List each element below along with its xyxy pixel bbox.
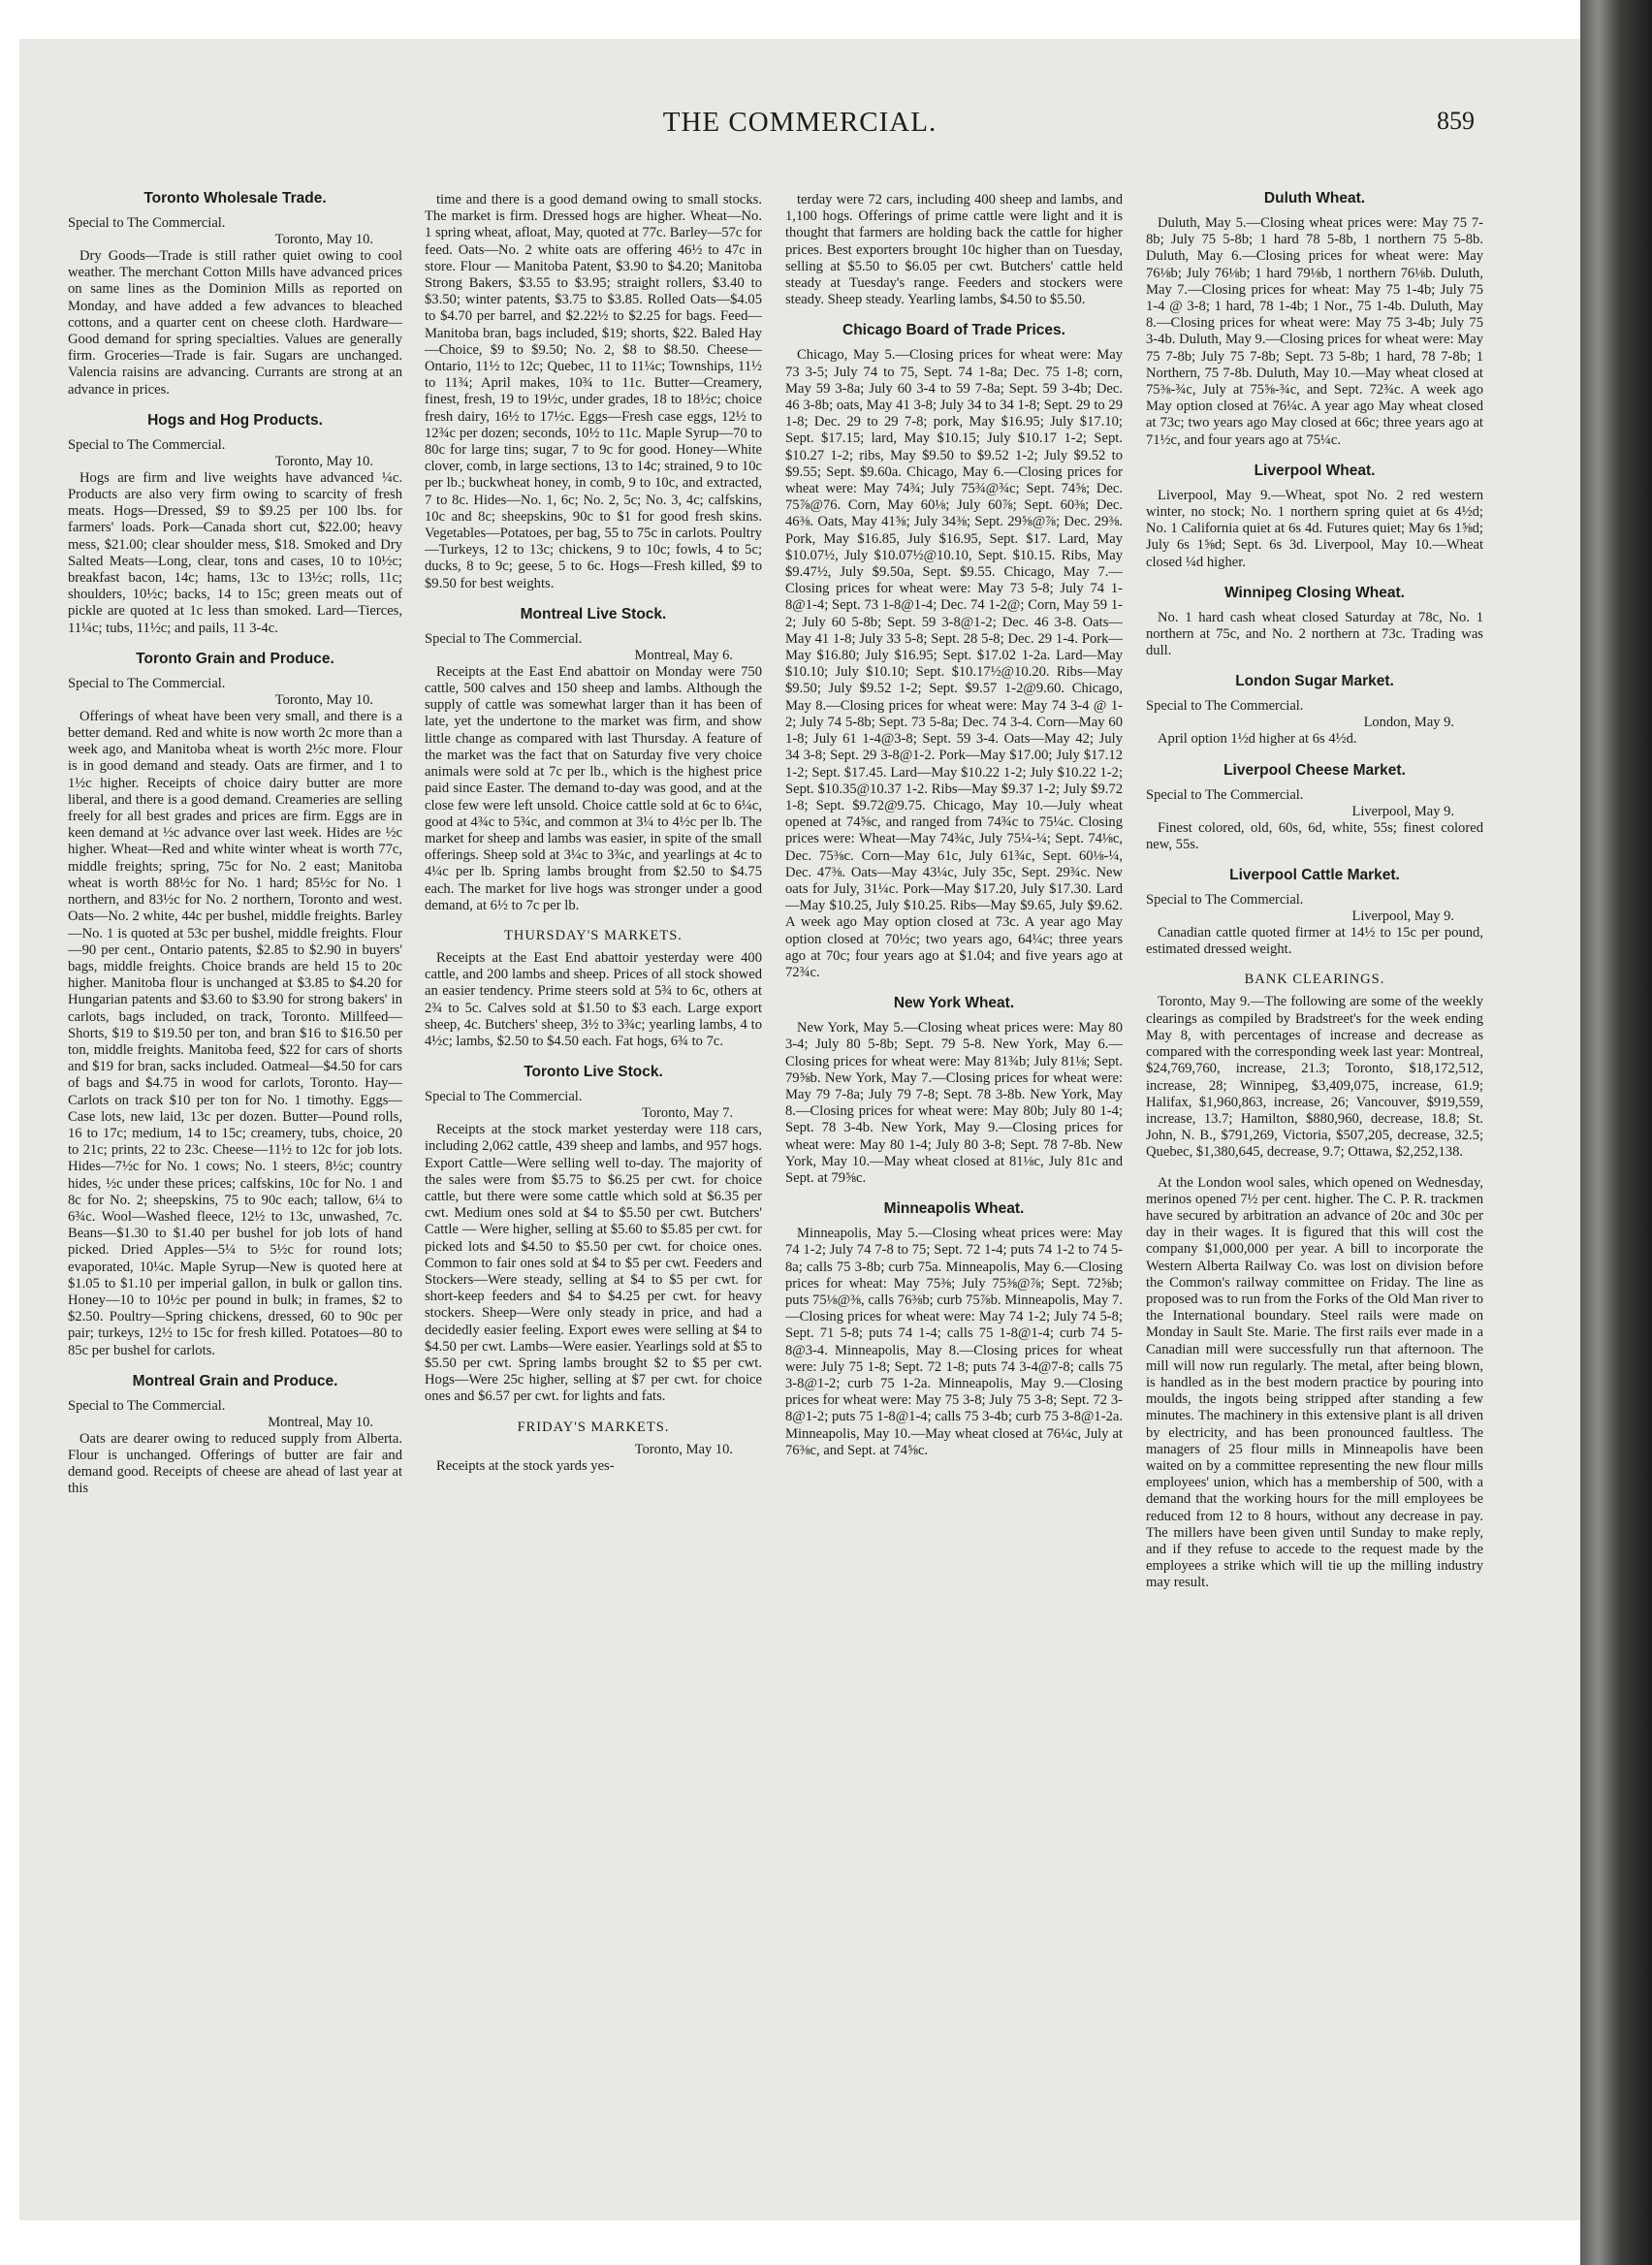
article-title: New York Wheat. — [893, 995, 1015, 1012]
article-body: Offerings of wheat have been very small, and there is a better demand. Red and white is now worth 2c more than a week ago, and Manitoba wheat is worth 2½c more. Flour is in good demand and steady. Oats are firmer, and 1 to 1½c higher. Receipts of choice dairy butter are more liberal, and there is a good demand. Creameries are selling freely for all best grades and prices are firm. Eggs are in keen demand at ½c advance over last week. Hides are ½c higher. Wheat—Red and white winter wheat is worth 77c, middle freights; spring, 75c for No. 2 east; Manitoba wheat is worth 88½c for No. 1 hard; 85½c for No. 1 northern, and 83½c for No. 2 northern, Toronto and west. Oats—No. 2 white, 44c per bushel, middle freights. Barley—No. 1 is quoted at 53c per bushel, middle freights. Flour—90 per cent., Ontario patents, $2.85 to $2.90 in buyers' bags, middle freights. Choice brands are held 15 to 20c higher. Manitoba flour is unchanged at $3.85 to $4.20 for Hungarian patents and $3.60 to $3.90 for strong bakers' in carlots, bags included, on track, Toronto. Millfeed—Shorts, $19 to $19.50 per ton, and bran $16 to $16.50 per ton, middle freights. Manitoba feed, $22 for cars of shorts and $19 for bran, sacks included. Oatmeal—$4.50 for cars of bags and $4.75 in wood for carlots, Toronto. Hay—Carlots on track $10 per ton for No. 1 timothy. Eggs—Case lots, new laid, 13c per dozen. Butter—Pound rolls, 16 to 17c; medium, 14 to 15c; creamery, tubs, choice, 20 to 21c; prints, 22 to 23c. Cheese—11½ to 12c for job lots. Hides—7½c for No. 1 cows; No. 1 steers, 8½c; country hides, ½c under these prices; calfskins, 10c for No. 1 and 8c for No. 2; sheepskins, 75 to 90c each; tallow, 6¼ to 6¾c. Wool—Washed fleece, 12½ to 13c, unwashed, 7c. Beans—$1.30 to $1.40 per bushel for job lots of hand picked. Dried Apples—5¼ to 5½c for round lots; evaporated, 10¼c. Maple Syrup—New is quoted here at $1.05 to $1.10 per imperial gallon, in bulk or gallon tins. Honey—10 to 10½c per pound in bulk; in frames, $2 to $2.50. Poultry—Spring chickens, dressed, 60 to 90c per pair; turkeys, 12½ to 15c for fresh killed. Potatoes—80 to 85c per bushel for carlots. — [68, 708, 402, 1358]
article — [1146, 190, 1483, 449]
article-byline: Special to The Commercial. — [1146, 698, 1304, 715]
scan-top-margin — [0, 0, 1652, 39]
article-dateline: Montreal, May 6. — [634, 647, 733, 663]
article-body: Oats are dearer owing to reduced supply from Alberta. Flour is unchanged. Offerings of butter are fair and demand good. Receipts of cheese are ahead of last year at this — [68, 1430, 402, 1497]
article-dateline: Toronto, May 7. — [641, 1105, 733, 1122]
article-body: Receipts at the stock yards yes- — [436, 1457, 615, 1474]
article — [785, 192, 1123, 308]
article-dateline: Toronto, May 10. — [274, 453, 373, 469]
article — [1146, 867, 1483, 958]
column-1 — [68, 184, 402, 1512]
article-byline: Special to The Commercial. — [1146, 892, 1304, 909]
article-dateline: Toronto, May 10. — [634, 1441, 733, 1457]
article-body: Minneapolis, May 5.—Closing wheat prices were: May 74 1-2; July 74 7-8 to 75; Sept. 72 1-4; puts 74 1-2 to 74 5-8a; calls 75 3-8b; curb 75a. Minneapolis, May 6.—Closing prices for wheat: May 75⅜; July 75⅜@⅞; Sept. 72⅝b; puts 75⅛@⅜, calls 76⅜b; curb 75⅞b. Minneapolis, May 7.—Closing prices for wheat were: May 74 1-2; July 74 5-8; Sept. 71 5-8; puts 74 1-4; calls 75 1-8@1-4; curb 74 5-8@3-4. Minneapolis, May 8.—Closing prices for wheat were: July 75 1-8; Sept. 72 1-8; puts 74 3-4@7-8; calls 75 3-8@1-2; curb 75 1-2a. Minneapolis, May 9.—Closing prices for wheat were: May 75 3-8; July 75 3-8; Sept. 72 3-8@1-2; puts 75 1-8@1-4; calls 75 3-4b; curb 75 3-8@1-2a. Minneapolis, May 10.—May wheat closed at 76¼c, July at 76⅜c, and Sept. at 74⅝c. — [785, 1226, 1123, 1458]
article-title: Winnipeg Closing Wheat. — [1224, 584, 1405, 601]
article-title: Liverpool Cheese Market. — [1223, 761, 1406, 779]
article — [68, 412, 402, 637]
article — [1146, 673, 1483, 748]
article-byline: Special to The Commercial. — [68, 215, 226, 231]
article-dateline: Toronto, May 10. — [274, 691, 373, 708]
article-title: Hogs and Hog Products. — [147, 411, 323, 429]
article — [1146, 463, 1483, 571]
article-title: Liverpool Wheat. — [1254, 462, 1376, 479]
article-title: Minneapolis Wheat. — [883, 1200, 1025, 1218]
article-dateline: London, May 9. — [1363, 715, 1454, 731]
article — [1146, 762, 1483, 853]
article-title: Montreal Grain and Produce. — [132, 1372, 338, 1389]
article — [425, 1064, 762, 1405]
article-title: Chicago Board of Trade Prices. — [842, 322, 1065, 339]
article-byline: Special to The Commercial. — [1146, 786, 1304, 803]
article-subhead: BANK CLEARINGS. — [1244, 972, 1385, 988]
article — [785, 995, 1123, 1187]
page-number: 859 — [1437, 107, 1475, 135]
article-byline: Special to The Commercial. — [425, 1089, 583, 1105]
article-title: Toronto Grain and Produce. — [136, 650, 334, 667]
article-dateline: Montreal, May 10. — [268, 1414, 373, 1430]
column-4 — [1146, 184, 1483, 1606]
article-body: Duluth, May 5.—Closing wheat prices were: May 75 7-8b; July 75 5-8b; 1 hard 78 5-8b, 1 northern 75 5-8b. Duluth, May 6.—Closing prices for wheat were: May 76⅛b; July 76⅛b; 1 hard 79⅛b, 1 northern 76⅛b. Duluth, May 7.—Closing prices for wheat: May 75 1-4b; July 75 1-4 @ 3-8; 1 hard, 78 1-4b; 1 Nor., 75 1-4b. Duluth, May 8.—Closing prices for wheat were: May 75 3-4b; July 75 3-4b. Duluth, May 9.—Closing prices for wheat were: May 75 7-8b; July 75 7-8b; Sept. 73 5-8b; 1 hard, 78 7-8b; 1 Northern, 75 7-8b. Duluth, May 10.—May wheat closed at 75⅜-¾c, July at 75⅝-¾c, and Sept. 72¾c. A week ago May option closed at 76¼c. A year ago May wheat closed at 73c; two years ago May closed at 66c; three years ago at 71½c, and four years ago at 75¼c. — [1146, 215, 1483, 448]
article-dateline: Toronto, May 10. — [274, 232, 373, 247]
page-header-title: THE COMMERCIAL. — [662, 107, 937, 138]
article — [425, 1420, 762, 1475]
article — [1146, 972, 1483, 1161]
article-body: terday were 72 cars, including 400 sheep and lambs, and 1,100 hogs. Offerings of prime cattle were light and it is thought that farmers are holding back the cattle for higher prices. Best exporters brought 10c higher than on Tuesday, selling at $5.50 to $6.05 per cwt. Butchers' cattle held steady at Tuesday's range. Feeders and stockers were steady. Sheep steady. Yearling lambs, $4.50 to $5.50. — [785, 192, 1123, 308]
article-byline: Special to The Commercial. — [68, 1397, 226, 1414]
newspaper-page — [19, 39, 1580, 2220]
article — [425, 928, 762, 1050]
article-body: Finest colored, old, 60s, 6d, white, 55s; finest colored new, 55s. — [1146, 819, 1483, 852]
article-body: Receipts at the stock market yesterday were 118 cars, including 2,062 cattle, 439 sheep and lambs, and 957 hogs. Export Cattle—Were selling well to-day. The majority of the sales were from $5.75 to $6.25 per cwt. for choice cattle, but there were some cattle which sold at $6.35 per cwt. Medium ones sold at $4 to $5.50 per cwt. Butchers' Cattle — Were higher, selling at $5.60 to $5.85 per cwt. for picked lots and $4.50 to $5.50 per cwt. for choice ones. Common to fair ones sold at $4 to $5 per cwt. Feeders and Stockers—Were steady, selling at $4 to $5 per cwt. for short-keep feeders and $4 to $4.25 per cwt. for heavy stockers. Sheep—Were only steady in price, and had a decidedly easier feeling. Export ewes were selling at $4 to $4.50 per cwt. Lambs—Were easier. Yearlings sold at $5 to $5.50 per cwt. Spring lambs brought $2 to $5 per cwt. Hogs—Were 25c higher, selling at $7 per cwt. for choice ones and $6.57 per cwt. for lights and fats. — [425, 1122, 762, 1405]
article — [68, 651, 402, 1359]
article-body: No. 1 hard cash wheat closed Saturday at 78c, No. 1 northern at 75c, and No. 2 northern at 73c. Trading was dull. — [1146, 609, 1483, 659]
article-body: New York, May 5.—Closing wheat prices were: May 80 3-4; July 80 5-8b; Sept. 79 5-8. New York, May 6.—Closing prices for wheat were: May 81¾b; July 81⅛; Sept. 79⅝b. New York, May 7.—Closing prices for wheat were: May 79 7-8a; July 79 7-8; Sept. 78 3-8b. New York, May 8.—Closing prices for wheat were: May 80b; July 80 1-4; Sept. 78 3-4b. New York, May 9.—Closing prices for wheat were: May 80 1-4; July 80 3-8; Sept. 78 7-8b. New York, May 10.—May wheat closed at 81⅛c, July 81c and Sept. at 79⅝c. — [785, 1020, 1123, 1186]
article-title: London Sugar Market. — [1235, 673, 1394, 690]
article — [1146, 585, 1483, 660]
article — [425, 192, 762, 592]
article-title: Montreal Live Stock. — [520, 605, 667, 622]
article-body: Hogs are firm and live weights have advanced ¼c. Products are also very firm owing to scarcity of fresh meats. Hogs—Dressed, $9 to $9.25 per 100 lbs. for farmers' loads. Pork—Canada short cut, $22.00; heavy mess, $21.00; clear shoulder mess, $18. Smoked and Dry Salted Meats—Long, clear, tons and cases, 10 to 10½c; breakfast bacon, 14c; hams, 13c to 13½c; rolls, 11c; shoulders, 10½c; backs, 14 to 15c; green meats out of pickle are quoted at 1c less than smoked. Lard—Tierces, 11¼c; tubs, 11½c; and pails, 11 3-4c. — [68, 469, 402, 636]
article — [785, 322, 1123, 981]
article-dateline: Liverpool, May 9. — [1351, 803, 1454, 819]
article — [425, 606, 762, 914]
column-3 — [785, 192, 1123, 1473]
article-title: Toronto Live Stock. — [524, 1064, 663, 1081]
article-body: Liverpool, May 9.—Wheat, spot No. 2 red western winter, no stock; No. 1 northern spring quiet at 6s 4½d; No. 1 California quiet at 6s 4d. Futures quiet; May 6s 1⅝d; July 6s 1⅝d; Sept. 6s 3d. Liverpool, May 10.—Wheat closed ¼d higher. — [1146, 487, 1483, 570]
article-title: Duluth Wheat. — [1263, 190, 1366, 207]
article-subhead: FRIDAY'S MARKETS. — [517, 1419, 670, 1435]
article — [785, 1200, 1123, 1459]
article-title: Liverpool Cattle Market. — [1229, 867, 1400, 884]
article-byline: Special to The Commercial. — [68, 675, 226, 691]
article-byline: Special to The Commercial. — [425, 630, 583, 647]
article-body: Dry Goods—Trade is still rather quiet owing to cool weather. The merchant Cotton Mills have advanced prices on same lines as the Dominion Mills as reported on Monday, and have added a few advances to bleached cottons, and a quarter cent on cheese cloth. Hardware—Good demand for spring specialties. Values are generally firm. Groceries—Trade is fair. Sugars are unchanged. Valencia raisins are advancing. Currants are strong at an advance in prices. — [68, 248, 402, 398]
article-body: Toronto, May 9.—The following are some of the weekly clearings as compiled by Bradstreet's for the week ending May 8, with percentages of increase and decrease as compared with the corresponding week last year: Montreal, $24,769,760, increase, 21.3; Toronto, $18,172,512, increase, 28; Winnipeg, $3,409,075, increase, 61.9; Halifax, $1,960,863, increase, 26; Vancouver, $919,559, increase, 13.7; Hamilton, $880,960, decrease, 18.8; St. John, N. B., $791,269, Victoria, $507,205, decrease, 32.5; Quebec, $1,380,645, decrease, 9.7; Ottawa, $2,252,138. — [1146, 994, 1483, 1161]
article-byline: Special to The Commercial. — [68, 436, 226, 453]
article-body: April option 1½d higher at 6s 4½d. — [1158, 731, 1357, 748]
article-body: Receipts at the East End abattoir yesterday were 400 cattle, and 200 lambs and sheep. Prices of all stock showed an easier tendency. Prime steers sold at 5¾ to 6c, others at 2¾ to 5c. Calves sold at $1.50 to $3 each. Large export sheep, 4c. Butchers' sheep, 3½ to 3¾c; yearling lambs, 4 to 4½c; lambs, $2.50 to $4.50 each. Fat hogs, 6¾ to 7c. — [425, 949, 762, 1049]
article-title: Toronto Wholesale Trade. — [143, 190, 327, 207]
article-body: Canadian cattle quoted firmer at 14½ to 15c per pound, estimated dressed weight. — [1146, 925, 1483, 958]
article-body: Receipts at the East End abattoir on Monday were 750 cattle, 500 calves and 150 sheep and lambs. Although the supply of cattle was somewhat larger than it has been of late, yet the undertone to the market was firm, and show little change as compared with last Thursday. A feature of the market was the fact that on Saturday five very choice animals were sold at 7c per lb., which is the highest price paid since Easter. The demand to-day was good, and at the close few were left unsold. Choice cattle sold at 6c to 6¼c, good at 4¾c to 5¾c, and common at 3¼ to 4½c per lb. The market for sheep and lambs was easier, in spite of the small offerings. Sheep sold at 3¼c to 3¾c, and yearlings at 4c to 4¼c per lb. Spring lambs brought from $2.50 to $4.75 each. The market for live hogs was stronger under a good demand, at 6½ to 7c per lb. — [425, 663, 762, 913]
article — [68, 1373, 402, 1498]
article-subhead: THURSDAY'S MARKETS. — [504, 927, 683, 943]
column-2 — [425, 192, 762, 1488]
article-body: At the London wool sales, which opened on Wednesday, merinos opened 7½ per cent. higher. The C. P. R. trackmen have secured by arbitration an advance of 20c and 30c per day in their wages. It is figured that this will cost the company $1,000,000 per year. A bill to incorporate the Western Alberta Railway Co. was lost on division before the Common's railway committee on Friday. The line as proposed was to run from the Forks of the Old Man river to the International boundary. Steel rails were made on Monday in Sault Ste. Marie. The first rails ever made in a Canadian mill were successfully run that afternoon. The mill will now run regularly. The metal, after being blown, is handled as in the best modern practice by pouring into moulds, the ingots being stripped after standing a few minutes. The machinery in this extensive plant is all driven by electricity, and has been pronounced faultless. The managers of 25 flour mills in Minneapolis have been waited on by a committee representing the new flour mills employees' union, which has a membership of 500, with a demand that the working hours for the mill employees be reduced from 12 to 8 hours, without any decrease in pay. The millers have been given until Sunday to make reply, and if they refuse to accede to the request made by the employees a strike which will tie up the milling industry may result. — [1146, 1174, 1483, 1591]
article-body: Chicago, May 5.—Closing prices for wheat were: May 73 3-5; July 74 to 75, Sept. 74 1-8a; Dec. 75 1-8; corn, May 59 3-8a; July 60 3-4 to 59 7-8a; Sept. 59 3-4b; Dec. 46 3-8b; oats, May 41 3-8; July 34 to 34 1-8; Sept. 29 to 29 1-8; Dec. 29 to 29 7-8; pork, May $16.95; July $17.10; Sept. $17.15; lard, May $10.15; July $10.17 1-2; Sept. $10.27 1-2; ribs, May $9.50 to $9.52 1-2; July $9.52 to $9.55; Sept. $9.60a. Chicago, May 6.—Closing prices for wheat were: May 74¾; July 75¾@¾c; Sept. 74⅝; Dec. 75⅞@76. Corn, May 60⅛; July 60⅞; Sept. 60⅜; Dec. 46⅜. Oats, May 41⅝; July 34⅜; Sept. 29⅝@⅞; Dec. 29⅜. Pork, May $16.85, July $16.95, Sept. $17. Lard, May $10.07½, July $10.07½@10.10, Sept. $10.15. Ribs, May $9.47½, July $9.50a, Sept. $9.55. Chicago, May 7.—Closing prices for wheat were: May 73 5-8; July 74 1-8@1-4; Sept. 73 1-8@1-4; Dec. 74 1-2@; Corn, May 59 1-2; July 60 5-8b; Sept. 59 3-8@1-2; Dec. 46 3-8. Oats—May 41 1-8; July 33 5-8; Sept. 28 5-8; Dec. 29 1-4. Pork—May $16.80; July $16.95; Sept. $17.02 1-2a. Lard—May $10.10; July $10.10; Sept. $10.17½@10.20. Ribs—May $9.50; July $9.52 1-2; Sept. $9.57 1-2@9.60. Chicago, May 8.—Closing prices for wheat were: May 74 3-4 @ 1-2; July 74 5-8b; Sept. 73 5-8a; Dec. 74 3-4. Corn—May 60 1-8; July 61 1-4@3-8; Sept. 59 3-4. Oats—May 42; July 34 3-8; Sept. 29 3-8@1-2. Pork—May $17.00; July $17.12 1-2; Sept. $17.45. Lard—May $10.22 1-2; July $10.22 1-2; Sept. $10.35@10.37 1-2. Ribs—May $9.37 1-2; July $9.72 1-8; Sept. $9.72@9.75. Chicago, May 10.—July wheat opened at 74⅝c, and ranged from 74¾c to 75¼c. Closing prices were: Wheat—May 74¾c, July 75¼-¼; Sept. 74⅛c, Dec. 75⅜c. Corn—May 61c, July 61¾c, Sept. 60⅛-¼, Dec. 47⅜. Oats—May 43¼c, July 35c, Sept. 29¾c. New oats for July, 31¼c. Pork—May $17.20, July $17.30. Lard—May $10.25, July $10.25. Ribs—May $9.65, July $9.62. A week ago May option closed at 73c. A year ago May option closed at 70½c; two years ago, 64¼c; three years ago at 70c; four years ago at $1.04; and five years ago at 72¾c. — [785, 347, 1123, 980]
article-dateline: Liverpool, May 9. — [1351, 909, 1454, 925]
book-spine — [1580, 0, 1652, 2265]
article-body: time and there is a good demand owing to small stocks. The market is firm. Dressed hogs are higher. Wheat—No. 1 spring wheat, afloat, May, quoted at 77c. Barley—57c for feed. Oats—No. 2 white oats are offering 46½ to 47c in store. Flour — Manitoba Patent, $3.90 to $4.20; Manitoba Strong Bakers, $3.55 to $3.95; straight rollers, $3.40 to $3.50; winter patents, $3.75 to $3.85. Rolled Oats—$4.05 to $4.70 per barrel, and $2.22½ to $2.25 for bags. Feed—Manitoba bran, bags included, $19; shorts, $22. Baled Hay—Choice, $9 to $9.50; No. 2, $8 to $8.50. Cheese—Ontario, 11½ to 12c; Quebec, 11 to 11¼c; Townships, 11½ to 11¾; April makes, 10¾ to 11c. Butter—Creamery, finest, fresh, 19 to 19½c, under grades, 18 to 18½c; choice fresh dairy, 16½ to 17½c. Eggs—Fresh case eggs, 12½ to 12¾c per dozen; seconds, 10½ to 11c. Maple Syrup—70 to 80c for large tins; sugar, 7 to 9c for good. Honey—White clover, comb, in large sections, 13 to 14c; strained, 9 to 10c per lb.; buckwheat honey, in comb, 9 to 10c, and extracted, 7 to 8c. Hides—No. 1, 6c; No. 2, 5c; No. 3, 4c; calfskins, 10c and 8c; sheepskins, 90c to $1 for good fresh skins. Vegetables—Potatoes, per bag, 55 to 75c in carlots. Poultry—Turkeys, 12 to 13c; chickens, 9 to 10c; fowls, 4 to 5c; ducks, 8 to 9c; geese, 5 to 6c. Hogs—Fresh killed, $9 to $9.50 for best weights. — [425, 192, 762, 591]
article — [1146, 1175, 1483, 1592]
article — [68, 190, 402, 399]
